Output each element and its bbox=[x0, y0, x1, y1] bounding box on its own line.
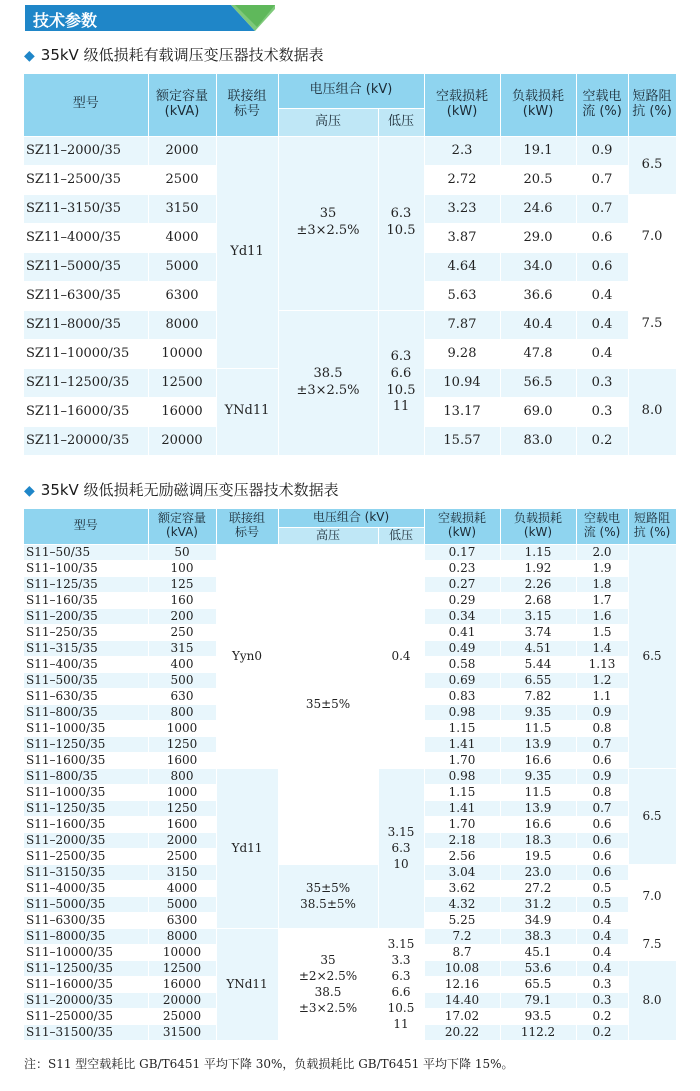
cell-noload-loss: 3.23 bbox=[424, 194, 500, 223]
cell-load-loss: 34.0 bbox=[500, 252, 576, 281]
cell-noload-loss: 0.29 bbox=[424, 592, 500, 608]
cell-model: S11–1250/35 bbox=[24, 736, 148, 752]
cell-noload-loss: 1.15 bbox=[424, 720, 500, 736]
cell-model: SZ11–12500/35 bbox=[24, 368, 148, 397]
cell-load-loss: 93.5 bbox=[500, 1008, 576, 1024]
cell-noload-current: 0.4 bbox=[576, 928, 628, 944]
cell-noload-loss: 15.57 bbox=[424, 426, 500, 455]
cell-noload-loss: 3.62 bbox=[424, 880, 500, 896]
cell-model: SZ11–4000/35 bbox=[24, 223, 148, 252]
cell-noload-loss: 17.02 bbox=[424, 1008, 500, 1024]
cell-noload-current: 0.4 bbox=[576, 339, 628, 368]
cell-capacity: 2500 bbox=[148, 848, 216, 864]
cell-conn: Yd11 bbox=[216, 136, 278, 368]
cell-noload-current: 0.8 bbox=[576, 784, 628, 800]
cell-load-loss: 112.2 bbox=[500, 1024, 576, 1040]
cell-load-loss: 23.0 bbox=[500, 864, 576, 880]
cell-model: S11–1000/35 bbox=[24, 720, 148, 736]
cell-model: S11–25000/35 bbox=[24, 1008, 148, 1024]
cell-capacity: 8000 bbox=[148, 928, 216, 944]
cell-capacity: 16000 bbox=[148, 976, 216, 992]
cell-load-loss: 7.82 bbox=[500, 688, 576, 704]
footnote: 注：S11 型空载耗比 GB/T6451 平均下降 30%，负载损耗比 GB/T6451 平均下降 15%。 bbox=[24, 1057, 514, 1071]
cell-capacity: 1600 bbox=[148, 816, 216, 832]
header-impedance: 短路阻 抗 (%) bbox=[628, 509, 676, 544]
cell-model: S11–3150/35 bbox=[24, 864, 148, 880]
cell-capacity: 50 bbox=[148, 544, 216, 560]
header-noload-current: 空载电 流 (%) bbox=[576, 74, 628, 136]
header-model: 型号 bbox=[24, 509, 148, 544]
cell-load-loss: 19.5 bbox=[500, 848, 576, 864]
cell-capacity: 1000 bbox=[148, 784, 216, 800]
header-hv: 高压 bbox=[278, 108, 378, 136]
cell-noload-current: 1.6 bbox=[576, 608, 628, 624]
section-banner bbox=[25, 5, 275, 31]
cell-load-loss: 40.4 bbox=[500, 310, 576, 339]
cell-capacity: 5000 bbox=[148, 896, 216, 912]
cell-impedance: 7.0 bbox=[628, 864, 676, 928]
cell-noload-current: 1.9 bbox=[576, 560, 628, 576]
cell-capacity: 8000 bbox=[148, 310, 216, 339]
cell-load-loss: 20.5 bbox=[500, 165, 576, 194]
header-load-loss: 负载损耗 (kW) bbox=[500, 74, 576, 136]
cell-noload-current: 0.7 bbox=[576, 736, 628, 752]
cell-load-loss: 47.8 bbox=[500, 339, 576, 368]
cell-model: S11–2500/35 bbox=[24, 848, 148, 864]
cell-impedance: 6.5 bbox=[628, 544, 676, 768]
cell-noload-loss: 3.87 bbox=[424, 223, 500, 252]
table-offload-tap bbox=[24, 509, 677, 1041]
cell-model: S11–400/35 bbox=[24, 656, 148, 672]
cell-noload-current: 0.5 bbox=[576, 880, 628, 896]
cell-model: SZ11–16000/35 bbox=[24, 397, 148, 426]
cell-noload-current: 1.4 bbox=[576, 640, 628, 656]
cell-capacity: 3150 bbox=[148, 194, 216, 223]
cell-model: S11–315/35 bbox=[24, 640, 148, 656]
cell-load-loss: 1.92 bbox=[500, 560, 576, 576]
cell-noload-current: 0.9 bbox=[576, 768, 628, 784]
cell-capacity: 800 bbox=[148, 768, 216, 784]
cell-impedance: 8.0 bbox=[628, 368, 676, 455]
cell-capacity: 6300 bbox=[148, 912, 216, 928]
cell-impedance: 7.5 bbox=[628, 928, 676, 960]
cell-capacity: 2000 bbox=[148, 832, 216, 848]
cell-model: S11–1250/35 bbox=[24, 800, 148, 816]
cell-load-loss: 2.68 bbox=[500, 592, 576, 608]
cell-impedance: 6.5 bbox=[628, 136, 676, 194]
cell-load-loss: 65.5 bbox=[500, 976, 576, 992]
cell-model: S11–800/35 bbox=[24, 704, 148, 720]
cell-noload-loss: 2.3 bbox=[424, 136, 500, 165]
cell-load-loss: 11.5 bbox=[500, 784, 576, 800]
cell-noload-loss: 1.70 bbox=[424, 816, 500, 832]
cell-capacity: 630 bbox=[148, 688, 216, 704]
cell-model: SZ11–5000/35 bbox=[24, 252, 148, 281]
header-noload-loss: 空载损耗 (kW) bbox=[424, 509, 500, 544]
cell-model: SZ11–2500/35 bbox=[24, 165, 148, 194]
cell-load-loss: 29.0 bbox=[500, 223, 576, 252]
cell-lv: 6.3 10.5 bbox=[378, 136, 424, 310]
cell-noload-current: 0.4 bbox=[576, 960, 628, 976]
cell-noload-current: 0.3 bbox=[576, 976, 628, 992]
cell-capacity: 1600 bbox=[148, 752, 216, 768]
cell-noload-loss: 20.22 bbox=[424, 1024, 500, 1040]
cell-noload-current: 1.8 bbox=[576, 576, 628, 592]
cell-model: S11–31500/35 bbox=[24, 1024, 148, 1040]
cell-noload-current: 0.9 bbox=[576, 136, 628, 165]
header-voltage: 电压组合 (kV) bbox=[278, 74, 424, 108]
cell-load-loss: 45.1 bbox=[500, 944, 576, 960]
cell-noload-current: 0.7 bbox=[576, 194, 628, 223]
cell-capacity: 1250 bbox=[148, 736, 216, 752]
cell-noload-loss: 2.72 bbox=[424, 165, 500, 194]
cell-model: S11–100/35 bbox=[24, 560, 148, 576]
cell-model: S11–1000/35 bbox=[24, 784, 148, 800]
cell-model: SZ11–2000/35 bbox=[24, 136, 148, 165]
cell-noload-current: 0.6 bbox=[576, 864, 628, 880]
cell-load-loss: 83.0 bbox=[500, 426, 576, 455]
cell-noload-loss: 0.34 bbox=[424, 608, 500, 624]
cell-noload-current: 1.13 bbox=[576, 656, 628, 672]
cell-noload-current: 1.7 bbox=[576, 592, 628, 608]
cell-conn: YNd11 bbox=[216, 368, 278, 455]
cell-load-loss: 5.44 bbox=[500, 656, 576, 672]
cell-noload-current: 0.2 bbox=[576, 1008, 628, 1024]
cell-load-loss: 11.5 bbox=[500, 720, 576, 736]
cell-noload-current: 0.3 bbox=[576, 368, 628, 397]
header-load-loss: 负载损耗 (kW) bbox=[500, 509, 576, 544]
cell-load-loss: 9.35 bbox=[500, 704, 576, 720]
cell-model: S11–12500/35 bbox=[24, 960, 148, 976]
cell-model: SZ11–3150/35 bbox=[24, 194, 148, 223]
table-row bbox=[24, 928, 676, 944]
cell-model: S11–800/35 bbox=[24, 768, 148, 784]
cell-noload-loss: 1.15 bbox=[424, 784, 500, 800]
cell-model: S11–160/35 bbox=[24, 592, 148, 608]
cell-capacity: 400 bbox=[148, 656, 216, 672]
cell-capacity: 12500 bbox=[148, 368, 216, 397]
cell-capacity: 2000 bbox=[148, 136, 216, 165]
cell-noload-current: 1.2 bbox=[576, 672, 628, 688]
cell-noload-current: 1.5 bbox=[576, 624, 628, 640]
cell-noload-current: 0.6 bbox=[576, 832, 628, 848]
cell-noload-current: 0.4 bbox=[576, 281, 628, 310]
cell-model: S11–125/35 bbox=[24, 576, 148, 592]
cell-load-loss: 27.2 bbox=[500, 880, 576, 896]
cell-load-loss: 53.6 bbox=[500, 960, 576, 976]
cell-impedance: 6.5 bbox=[628, 768, 676, 864]
cell-conn: YNd11 bbox=[216, 928, 278, 1040]
table-row bbox=[24, 864, 676, 880]
cell-capacity: 4000 bbox=[148, 880, 216, 896]
table1-title bbox=[24, 44, 324, 65]
cell-load-loss: 69.0 bbox=[500, 397, 576, 426]
table-onload-tap bbox=[24, 74, 677, 456]
cell-noload-loss: 14.40 bbox=[424, 992, 500, 1008]
cell-capacity: 16000 bbox=[148, 397, 216, 426]
header-impedance: 短路阻 抗 (%) bbox=[628, 74, 676, 136]
diamond-icon: ◆ bbox=[24, 483, 35, 499]
cell-load-loss: 13.9 bbox=[500, 736, 576, 752]
header-capacity: 额定容量 (kVA) bbox=[148, 74, 216, 136]
cell-load-loss: 3.15 bbox=[500, 608, 576, 624]
cell-noload-current: 0.6 bbox=[576, 848, 628, 864]
cell-load-loss: 24.6 bbox=[500, 194, 576, 223]
cell-noload-loss: 4.64 bbox=[424, 252, 500, 281]
cell-load-loss: 19.1 bbox=[500, 136, 576, 165]
cell-capacity: 5000 bbox=[148, 252, 216, 281]
cell-noload-loss: 1.41 bbox=[424, 800, 500, 816]
cell-load-loss: 3.74 bbox=[500, 624, 576, 640]
cell-noload-current: 0.7 bbox=[576, 800, 628, 816]
cell-noload-loss: 5.25 bbox=[424, 912, 500, 928]
cell-load-loss: 31.2 bbox=[500, 896, 576, 912]
cell-capacity: 315 bbox=[148, 640, 216, 656]
cell-hv: 35 ±3×2.5% bbox=[278, 136, 378, 310]
cell-hv: 35±5% 38.5±5% bbox=[278, 864, 378, 928]
header-voltage: 电压组合 (kV) bbox=[278, 509, 424, 527]
cell-noload-current: 2.0 bbox=[576, 544, 628, 560]
cell-noload-loss: 0.49 bbox=[424, 640, 500, 656]
cell-capacity: 100 bbox=[148, 560, 216, 576]
cell-load-loss: 36.6 bbox=[500, 281, 576, 310]
cell-model: S11–5000/35 bbox=[24, 896, 148, 912]
cell-noload-current: 0.2 bbox=[576, 1024, 628, 1040]
cell-model: S11–50/35 bbox=[24, 544, 148, 560]
header-hv: 高压 bbox=[278, 527, 378, 544]
header-noload-current: 空载电 流 (%) bbox=[576, 509, 628, 544]
header-capacity: 额定容量 (kVA) bbox=[148, 509, 216, 544]
cell-lv: 0.4 bbox=[378, 544, 424, 768]
cell-model: SZ11–20000/35 bbox=[24, 426, 148, 455]
cell-noload-loss: 0.23 bbox=[424, 560, 500, 576]
cell-noload-loss: 10.08 bbox=[424, 960, 500, 976]
cell-impedance: 8.0 bbox=[628, 960, 676, 1040]
header-model: 型号 bbox=[24, 74, 148, 136]
cell-capacity: 1250 bbox=[148, 800, 216, 816]
cell-model: SZ11–10000/35 bbox=[24, 339, 148, 368]
cell-model: S11–2000/35 bbox=[24, 832, 148, 848]
cell-noload-loss: 3.04 bbox=[424, 864, 500, 880]
diamond-icon: ◆ bbox=[24, 48, 35, 64]
cell-noload-current: 0.2 bbox=[576, 426, 628, 455]
cell-noload-loss: 0.98 bbox=[424, 704, 500, 720]
cell-model: S11–4000/35 bbox=[24, 880, 148, 896]
cell-capacity: 3150 bbox=[148, 864, 216, 880]
cell-noload-current: 0.4 bbox=[576, 944, 628, 960]
cell-hv: 38.5 ±3×2.5% bbox=[278, 310, 378, 455]
cell-capacity: 12500 bbox=[148, 960, 216, 976]
cell-capacity: 125 bbox=[148, 576, 216, 592]
header-lv: 低压 bbox=[378, 108, 424, 136]
cell-load-loss: 18.3 bbox=[500, 832, 576, 848]
cell-load-loss: 4.51 bbox=[500, 640, 576, 656]
cell-load-loss: 13.9 bbox=[500, 800, 576, 816]
cell-noload-loss: 0.58 bbox=[424, 656, 500, 672]
cell-model: S11–630/35 bbox=[24, 688, 148, 704]
cell-capacity: 160 bbox=[148, 592, 216, 608]
header-noload-loss: 空载损耗 (kW) bbox=[424, 74, 500, 136]
cell-capacity: 2500 bbox=[148, 165, 216, 194]
cell-impedance: 7.0 bbox=[628, 194, 676, 281]
banner-title: 技术参数 bbox=[33, 11, 98, 30]
cell-noload-loss: 0.83 bbox=[424, 688, 500, 704]
cell-noload-loss: 8.7 bbox=[424, 944, 500, 960]
cell-noload-loss: 0.27 bbox=[424, 576, 500, 592]
table1-title-text: 35kV 级低损耗有载调压变压器技术数据表 bbox=[40, 46, 324, 64]
table-row bbox=[24, 544, 676, 560]
cell-noload-current: 0.9 bbox=[576, 704, 628, 720]
cell-noload-loss: 10.94 bbox=[424, 368, 500, 397]
cell-noload-current: 0.4 bbox=[576, 310, 628, 339]
cell-model: S11–16000/35 bbox=[24, 976, 148, 992]
cell-noload-loss: 12.16 bbox=[424, 976, 500, 992]
cell-conn: Yd11 bbox=[216, 768, 278, 928]
table2-title bbox=[24, 479, 339, 500]
cell-capacity: 200 bbox=[148, 608, 216, 624]
cell-noload-loss: 0.41 bbox=[424, 624, 500, 640]
cell-noload-loss: 0.17 bbox=[424, 544, 500, 560]
cell-capacity: 20000 bbox=[148, 426, 216, 455]
cell-model: S11–500/35 bbox=[24, 672, 148, 688]
header-connection: 联接组 标号 bbox=[216, 509, 278, 544]
cell-model: S11–200/35 bbox=[24, 608, 148, 624]
cell-model: SZ11–8000/35 bbox=[24, 310, 148, 339]
cell-noload-loss: 0.69 bbox=[424, 672, 500, 688]
cell-noload-current: 0.4 bbox=[576, 912, 628, 928]
cell-model: S11–8000/35 bbox=[24, 928, 148, 944]
cell-noload-loss: 4.32 bbox=[424, 896, 500, 912]
cell-noload-current: 0.7 bbox=[576, 165, 628, 194]
cell-lv: 6.3 6.6 10.5 11 bbox=[378, 310, 424, 455]
cell-noload-loss: 1.41 bbox=[424, 736, 500, 752]
cell-noload-current: 0.5 bbox=[576, 896, 628, 912]
cell-capacity: 10000 bbox=[148, 339, 216, 368]
cell-hv: 35±5% bbox=[278, 544, 378, 864]
cell-model: S11–20000/35 bbox=[24, 992, 148, 1008]
cell-noload-loss: 7.87 bbox=[424, 310, 500, 339]
cell-lv: 3.15 3.3 6.3 6.6 10.5 11 bbox=[378, 928, 424, 1040]
cell-model: S11–250/35 bbox=[24, 624, 148, 640]
cell-lv: 3.15 6.3 10 bbox=[378, 768, 424, 928]
header-lv: 低压 bbox=[378, 527, 424, 544]
cell-model: S11–1600/35 bbox=[24, 752, 148, 768]
cell-capacity: 1000 bbox=[148, 720, 216, 736]
cell-noload-loss: 5.63 bbox=[424, 281, 500, 310]
cell-conn: Yyn0 bbox=[216, 544, 278, 768]
cell-capacity: 20000 bbox=[148, 992, 216, 1008]
cell-capacity: 4000 bbox=[148, 223, 216, 252]
cell-noload-current: 0.6 bbox=[576, 752, 628, 768]
cell-noload-loss: 13.17 bbox=[424, 397, 500, 426]
cell-load-loss: 38.3 bbox=[500, 928, 576, 944]
cell-model: SZ11–6300/35 bbox=[24, 281, 148, 310]
cell-load-loss: 2.26 bbox=[500, 576, 576, 592]
cell-noload-current: 0.6 bbox=[576, 816, 628, 832]
cell-noload-loss: 2.56 bbox=[424, 848, 500, 864]
cell-noload-current: 1.1 bbox=[576, 688, 628, 704]
cell-noload-current: 0.6 bbox=[576, 223, 628, 252]
cell-capacity: 250 bbox=[148, 624, 216, 640]
cell-load-loss: 1.15 bbox=[500, 544, 576, 560]
table-row bbox=[24, 310, 676, 339]
cell-load-loss: 34.9 bbox=[500, 912, 576, 928]
cell-noload-current: 0.6 bbox=[576, 252, 628, 281]
table-row bbox=[24, 136, 676, 165]
cell-noload-current: 0.8 bbox=[576, 720, 628, 736]
table2-title-text: 35kV 级低损耗无励磁调压变压器技术数据表 bbox=[40, 481, 339, 499]
cell-noload-loss: 1.70 bbox=[424, 752, 500, 768]
cell-impedance: 7.5 bbox=[628, 281, 676, 368]
cell-capacity: 800 bbox=[148, 704, 216, 720]
cell-capacity: 10000 bbox=[148, 944, 216, 960]
cell-model: S11–6300/35 bbox=[24, 912, 148, 928]
cell-capacity: 6300 bbox=[148, 281, 216, 310]
cell-noload-current: 0.3 bbox=[576, 397, 628, 426]
cell-capacity: 500 bbox=[148, 672, 216, 688]
cell-noload-current: 0.3 bbox=[576, 992, 628, 1008]
cell-model: S11–10000/35 bbox=[24, 944, 148, 960]
cell-hv: 35 ±2×2.5% 38.5 ±3×2.5% bbox=[278, 928, 378, 1040]
cell-load-loss: 56.5 bbox=[500, 368, 576, 397]
cell-capacity: 31500 bbox=[148, 1024, 216, 1040]
cell-load-loss: 16.6 bbox=[500, 752, 576, 768]
cell-load-loss: 16.6 bbox=[500, 816, 576, 832]
cell-load-loss: 6.55 bbox=[500, 672, 576, 688]
cell-capacity: 25000 bbox=[148, 1008, 216, 1024]
cell-noload-loss: 9.28 bbox=[424, 339, 500, 368]
cell-load-loss: 79.1 bbox=[500, 992, 576, 1008]
cell-model: S11–1600/35 bbox=[24, 816, 148, 832]
cell-load-loss: 9.35 bbox=[500, 768, 576, 784]
cell-noload-loss: 0.98 bbox=[424, 768, 500, 784]
cell-noload-loss: 7.2 bbox=[424, 928, 500, 944]
cell-noload-loss: 2.18 bbox=[424, 832, 500, 848]
header-connection: 联接组 标号 bbox=[216, 74, 278, 136]
